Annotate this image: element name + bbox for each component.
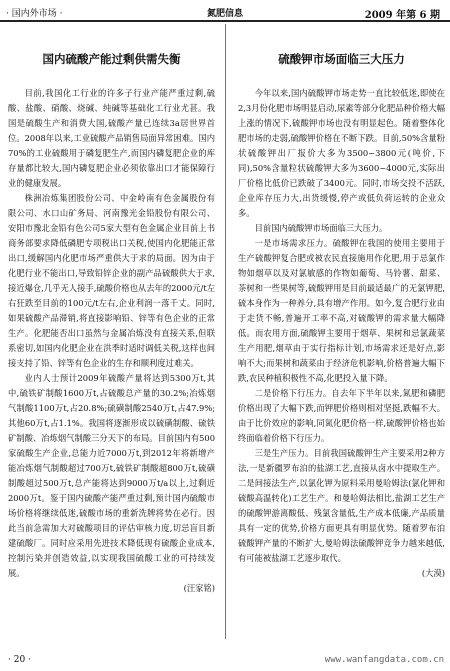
watermark: www.wanfangdata.com.cn [324,655,444,665]
left-paragraph: 株洲冶炼集团股份公司、中金岭南有色金属股份有限公司、水口山矿务局、河南豫光金铅股份有限公司、安阳市豫北金铅有色公司5家大型有色金属企业目前上书商务部要求降低磷肥专项税出口关税,使国内化肥能正常出口,缓解国内化肥市场严重供大于求的局面。因为由于化肥行业不能出口,导致铅锌企业的副产品硫酸供大于求,接近爆仓,几乎无人接手,硫酸价格也从去年的2000元/t左右狂跌至目前的100元/t左右,企业利润一落千丈。同时,如果硫酸产品滞销,将直接影响铅、锌等有色企业的正常生产。化肥能否出口虽然与金属冶炼没有直接关系,但联系密切,如国内化肥企业在洪季时适时调低关税,这样也间接支持了铅、锌等有色企业的生存和顺利度过难关。 [8,193,215,368]
right-paragraph: 一是市场需求压力。硫酸钾在我国的使用主要用于生产硫酸钾复合肥或被农民直接施用作化肥,用于忌氯作物如烟草以及对氯敏感的作物如葡萄、马铃薯、甜菜、茶树和一些果树等,硫酸钾用是目前最适最广的无氯钾肥,硫本身作为一种养分,具有增产作用。如今,复合肥行业由于走货不畅,普遍开工率不高,对硫酸钾的需求量大幅降低。而农用方面,硫酸钾主要用于烟草、果树和忌氯蔬菜生产用肥,烟草由于实行指标计划,市场需求还是好点,影响不大;而果树和蔬菜由于经济危机影响,价格普遍大幅下跌,农民种植积极性不高,化肥投入量下降。 [238,238,445,383]
left-article [8,28,215,596]
left-article-title: 国内硫酸产能过剩供需失衡 [42,52,181,66]
right-article-signature: (大漠) [421,568,445,578]
page-number: · 20 · [8,655,31,665]
header-rule [0,20,450,22]
issue-label: 2009 年第 6 期 [364,10,440,21]
section-label: · 国内外市场 · [6,9,63,19]
left-article-signature: (汪家铭) [183,583,215,593]
right-article [238,28,445,581]
right-paragraph: 二是价格下行压力。自去年下半年以来,氮肥和磷肥价格出现了大幅下跌,而钾肥价格则相对坚挺,跌幅不大。由于比价效应的影响,同氮化肥价格一样,硫酸钾价格也始终面临着价格下行压力。 [238,388,445,443]
right-paragraph: 目前国内硫酸钾市场面临三大压力。 [254,223,388,233]
right-paragraph: 三是生产压力。目前我国硫酸钾生产主要采用2种方法,一是新疆罗布泊的盐湖工艺,直接从卤水中提取生产。二是间接法生产,以氯化钾为原料采用曼哈姆法(氯化钾和硫酸高温转化)工艺生产。和曼哈姆法相比,盐湖工艺生产的硫酸钾游离酸低、残氯含量低,生产成本低廉,产品质量具有一定的优势,价格方面更具有明显优势。随着罗布泊硫酸钾产量的不断扩大,曼哈姆法硫酸钾竞争力越来越低,有可能被盐湖工艺逐步取代。 [238,448,445,563]
column-divider [225,24,226,639]
journal-name: 氮肥信息 [206,9,243,19]
page-header [0,0,450,26]
right-paragraph: 今年以来,国内硫酸钾市场走势一直比较低迷,即使在2,3月份化肥市场明显启动,尿素等部分化肥品种价格大幅上涨的情况下,硫酸钾市场也没有明显起色。随着整体化肥市场的走弱,硫酸钾价格在不断下跌。目前,50%含量粉状硫酸钾出厂报价大多为3500~3800元(吨价,下同),50%含量粒状硫酸钾大多为3600~4000元,实际出厂价格比低价已跌破了3400元。同时,市场交投不活跃,企业库存压力大,出货缓慢,停产或低负荷运转的企业众多。 [238,88,445,218]
left-paragraph: 业内人士预计2009年硫酸产量将达到5300万t,其中,硫铁矿制酸1600万t,占硫酸总产量的30.2%;冶炼烟气制酸1100万t,占20.8%;硫磺制酸2540万t,占47.9%;其他60万t,占1.1%。我国将逐渐形成以硫磺制酸、硫铁矿制酸、冶炼烟气制酸三分天下的布局。目前国内有500家硫酸生产企业,总能力近7000万t,到2012年将新增产能冶炼烟气制酸超过700万t,硫铁矿制酸超800万t,硫磺制酸超过500万t,总产能将达到9000万t/a以上,过剩近2000万t。鉴于国内硫酸产能严重过剩,预计国内硫酸市场价格将继续低迷,硫酸市场的重新洗牌将势在必行。因此当前急需加大对硫酸项目的评估审核力度,切忌盲目新建硫酸厂。同时应采用先进技术降低现有硫酸企业成本,控制污染并创造效益,以实现我国硫酸工业的可持续发展。 [8,373,215,578]
left-paragraph: 目前,我国化工行业的许多子行业产能严重过剩,硫酸、盐酸、硝酸、烧碱、纯碱等基础化工行业尤甚。我国是硫酸生产和消费大国,硫酸产量已连续3a居世界首位。2008年以来,工业硫酸产品销售局面异常困难。国内70%的工业硫酸用于磷复肥生产,而国内磷复肥企业的库存量都比较大,国内磷复肥企业必须依靠出口才能保障行业的健康发展。 [8,88,215,188]
right-article-title: 硫酸钾市场面临三大压力 [278,52,405,66]
